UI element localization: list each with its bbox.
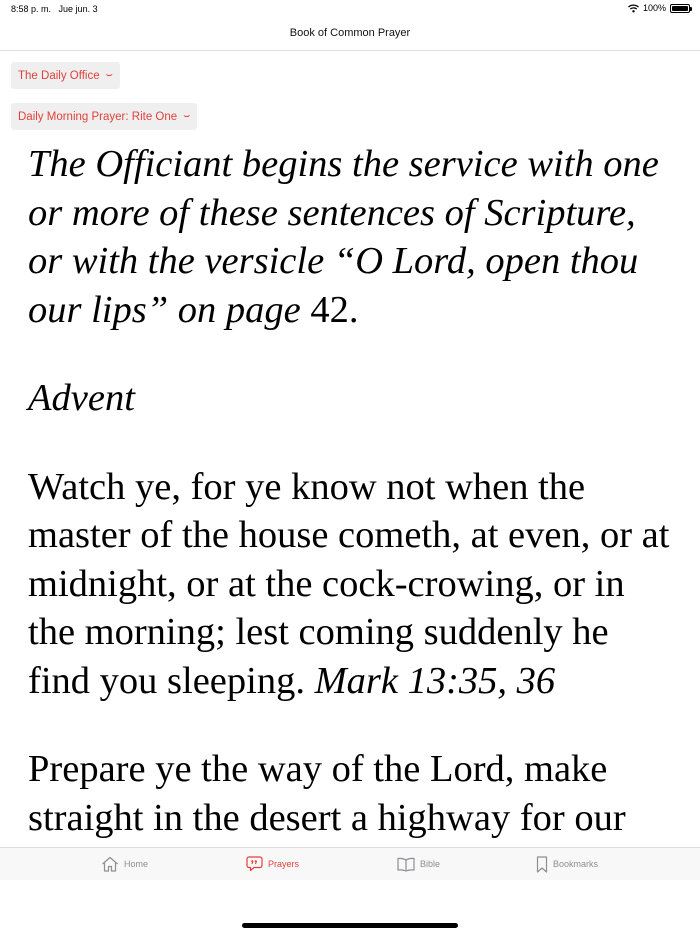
tab-bookmarks[interactable] (536, 848, 598, 880)
battery-icon (670, 4, 690, 13)
tab-home[interactable] (101, 848, 148, 880)
section-selector-label: The Daily Office (18, 69, 100, 82)
service-selector-button[interactable] (11, 103, 197, 130)
status-time (11, 4, 98, 14)
tab-label: Bible (420, 859, 441, 869)
service-selector-label: Daily Morning Prayer: Rite One (18, 110, 178, 123)
prayer-text-scroll[interactable] (28, 140, 678, 847)
tab-label: Home (124, 859, 149, 869)
rubric-text: The Officiant begins the service with one or more of these sentences of Scripture, or with the versicle “O Lord, open thou our lips” on page (28, 143, 659, 331)
battery-level (672, 6, 688, 11)
status-bar (0, 0, 700, 18)
page-reference: 42. (310, 288, 359, 331)
date-text: Jue jun. 3 (58, 4, 98, 14)
scripture-citation: Mark 13:35, 36 (314, 659, 556, 702)
sentence-text: Prepare ye the way of the Lord, make straight in the desert a highway for our (28, 748, 626, 839)
quote-bubble-icon (246, 856, 263, 872)
tab-label: Prayers (268, 859, 300, 869)
page-title: Book of Common Prayer (289, 27, 411, 39)
rubric-paragraph (28, 140, 678, 334)
tab-prayers[interactable] (246, 848, 299, 880)
season-heading: Advent (28, 377, 135, 419)
tab-bible[interactable] (397, 848, 440, 880)
home-indicator[interactable] (242, 923, 458, 928)
section-selector-button[interactable] (11, 62, 120, 89)
sentence-text: Watch ye, for ye know not when the master of the house cometh, at even, or at midnight, or at the cock-crowing, or in the morning; lest coming suddenly he find you sleeping. (28, 465, 670, 702)
status-indicators (628, 3, 690, 13)
opening-sentence (28, 463, 678, 706)
chevron-down-icon: ⌣ (183, 110, 191, 122)
book-icon (397, 857, 415, 872)
battery-percent: 100% (642, 3, 666, 13)
house-icon (101, 856, 119, 872)
bookmark-icon (536, 856, 548, 873)
tab-bar (0, 847, 700, 880)
tab-label: Bookmarks (553, 859, 599, 869)
navigation-bar (0, 18, 700, 51)
wifi-icon (628, 4, 639, 13)
chevron-down-icon: ⌣ (105, 69, 113, 81)
clock-text: 8:58 p. m. (11, 4, 52, 14)
